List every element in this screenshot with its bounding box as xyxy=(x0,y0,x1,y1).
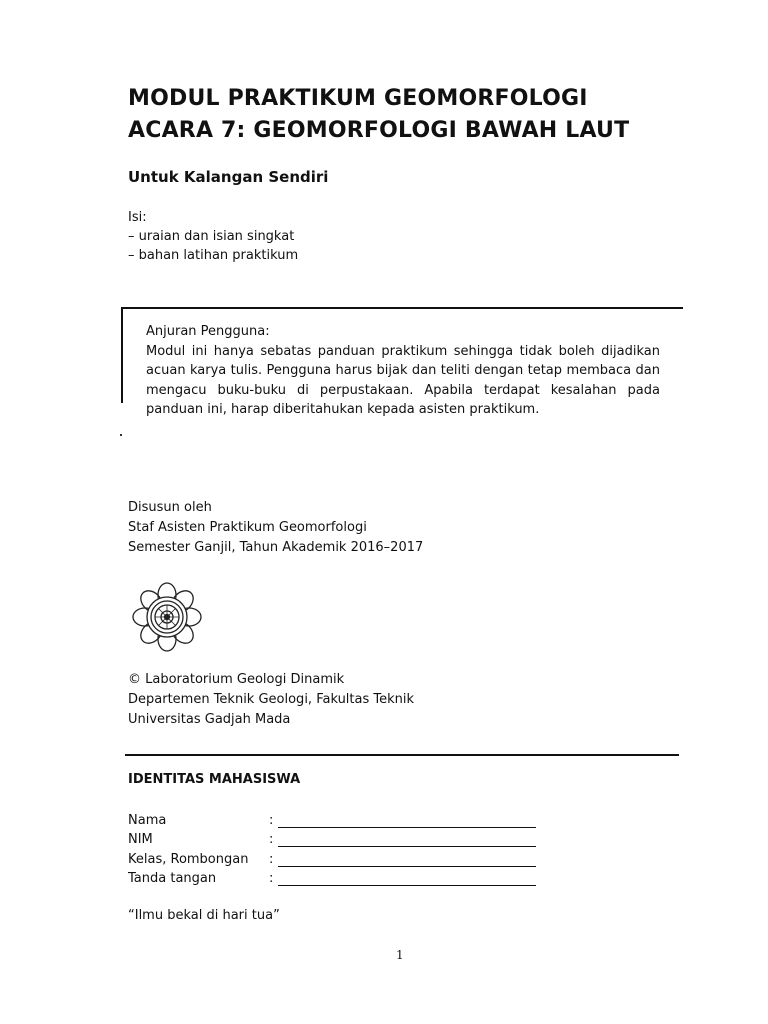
contents-item: – uraian dan isian singkat xyxy=(128,229,295,244)
motto-quote: “Ilmu bekal di hari tua” xyxy=(128,908,280,923)
page-number: 1 xyxy=(396,948,404,962)
author-label: Disusun oleh xyxy=(128,500,212,515)
section-divider xyxy=(125,754,679,756)
document-subtitle: Untuk Kalangan Sendiri xyxy=(128,168,329,186)
institution-line2: Departemen Teknik Geologi, Fakultas Teknik xyxy=(128,692,415,707)
form-row-nama xyxy=(128,811,548,831)
notice-border-top xyxy=(122,307,683,309)
institution-line1: © Laboratorium Geologi Dinamik xyxy=(128,672,345,687)
document-title-line1: MODUL PRAKTIKUM GEOMORFOLOGI xyxy=(128,86,588,111)
notice-mark xyxy=(120,434,122,436)
ugm-seal-icon xyxy=(129,582,205,652)
identity-heading: IDENTITAS MAHASISWA xyxy=(128,772,301,787)
signature-field[interactable] xyxy=(278,885,536,886)
form-label: Nama xyxy=(128,813,167,828)
form-colon: : xyxy=(269,852,274,867)
notice-border-left xyxy=(121,307,123,403)
notice-box xyxy=(146,322,660,420)
form-row-nim xyxy=(128,830,548,850)
author-line1: Staf Asisten Praktikum Geomorfologi xyxy=(128,520,367,535)
contents-item: – bahan latihan praktikum xyxy=(128,248,299,263)
form-colon: : xyxy=(269,813,274,828)
document-title-line2: ACARA 7: GEOMORFOLOGI BAWAH LAUT xyxy=(128,118,630,143)
nim-field[interactable] xyxy=(278,846,536,847)
form-label: NIM xyxy=(128,832,153,847)
kelas-field[interactable] xyxy=(278,866,536,867)
notice-heading: Anjuran Pengguna: xyxy=(146,324,270,339)
author-line2: Semester Ganjil, Tahun Akademik 2016–2017 xyxy=(128,540,424,555)
nama-field[interactable] xyxy=(278,827,536,828)
form-label: Kelas, Rombongan xyxy=(128,852,249,867)
contents-label: Isi: xyxy=(128,210,147,225)
form-row-kelas xyxy=(128,850,548,870)
institution-line3: Universitas Gadjah Mada xyxy=(128,712,291,727)
form-colon: : xyxy=(269,871,274,886)
form-row-tanda-tangan xyxy=(128,869,548,889)
form-label: Tanda tangan xyxy=(128,871,217,886)
notice-body: Modul ini hanya sebatas panduan praktikum sehingga tidak boleh dijadikan acuan karya tulis. Pengguna harus bijak dan teliti dengan tetap membaca dan mengacu buku-buku di perpustakaan. Apabila terdapat kesalahan pada panduan ini, harap diberitahukan kepada asisten praktikum. xyxy=(146,343,660,417)
form-colon: : xyxy=(269,832,274,847)
